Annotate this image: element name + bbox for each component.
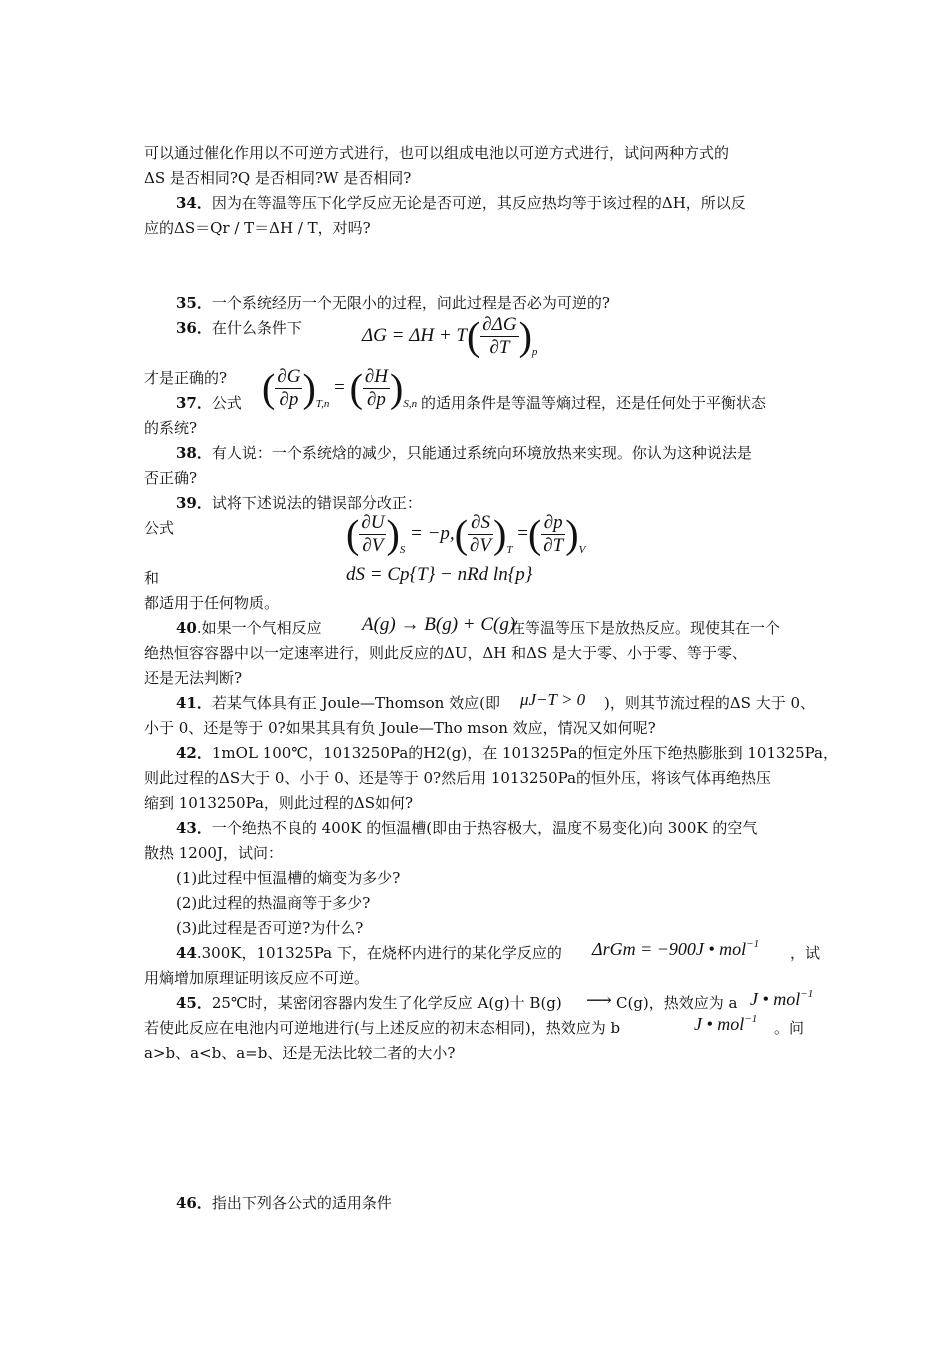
- question-35: 35．一个系统经历一个无限小的过程，问此过程是否必为可逆的?: [176, 294, 610, 312]
- question-number: 35: [176, 294, 197, 312]
- subscript: S: [399, 543, 406, 556]
- superscript: −1: [800, 988, 814, 1000]
- question-text: 公式: [211, 394, 242, 412]
- text-line: 的系统?: [144, 419, 198, 437]
- subscript: V: [578, 543, 586, 556]
- question-text: 1mOL 100℃，1013250Pa的H2(g)，在 101325Pa的恒定外压下绝热膨胀到 101325Pa，: [211, 744, 838, 762]
- text-line: 用熵增加原理证明该反应不可逆。: [144, 969, 370, 987]
- fraction-denominator: ∂V: [470, 535, 492, 556]
- sub-question: (2)此过程的热温商等于多少?: [176, 894, 371, 912]
- question-number: 39: [176, 494, 197, 512]
- text-line: 。问: [774, 1019, 805, 1037]
- text-line: 的适用条件是等温等熵过程，还是任何处于平衡状态: [421, 394, 767, 412]
- superscript: −1: [746, 938, 760, 950]
- fraction-numerator: ∂G: [277, 366, 301, 387]
- question-text: 一个绝热不良的 400K 的恒温槽(即由于热容极大，温度不易变化)向 300K 的空气: [211, 819, 758, 837]
- formula-text: ΔG = ΔH + T: [362, 324, 467, 346]
- fraction-numerator: ∂U: [361, 512, 385, 533]
- question-number: 38: [176, 444, 197, 462]
- question-text: 若某气体具有正 Joule—Thomson 效应(即: [211, 694, 500, 712]
- question-number: 42: [176, 744, 197, 762]
- formula-unit: [694, 1013, 757, 1035]
- sub-question: (1)此过程中恒温槽的熵变为多少?: [176, 869, 401, 887]
- question-text: .如果一个气相反应: [196, 619, 322, 637]
- question-text: 一个系统经历一个无限小的过程，问此过程是否必为可逆的?: [211, 294, 610, 312]
- question-40: [176, 618, 322, 638]
- subscript: T,n: [315, 397, 330, 410]
- formula-gibbs-energy: [592, 938, 759, 960]
- question-number: 45: [176, 994, 197, 1012]
- question-number: 36: [176, 319, 197, 337]
- text-line: 应的ΔS＝Qr / T＝ΔH / T，对吗?: [144, 219, 371, 237]
- text-line: 公式: [144, 519, 175, 537]
- formula-entropy: dS = Cp{T} − nRd ln{p}: [346, 564, 533, 585]
- text-line: a>b、a<b、a=b、还是无法比较二者的大小?: [144, 1044, 456, 1062]
- text-line: ，试: [790, 944, 821, 962]
- text-line: 还是无法判断?: [144, 669, 243, 687]
- equals-sign: =: [334, 376, 345, 398]
- question-44: [176, 943, 562, 963]
- question-number: 41: [176, 694, 197, 712]
- text-line: 可以通过催化作用以不可逆方式进行，也可以组成电池以可逆方式进行，试问两种方式的: [144, 144, 730, 162]
- fraction-denominator: ∂V: [362, 535, 384, 556]
- question-number: 46: [176, 1194, 197, 1212]
- question-36: 36．在什么条件下: [176, 319, 302, 337]
- formula-unit: [750, 988, 813, 1010]
- question-text: 25℃时，某密闭容器内发生了化学反应 A(g)十 B(g): [211, 994, 562, 1012]
- formula-text: = −p,: [410, 522, 455, 544]
- question-43: 43．一个绝热不良的 400K 的恒温槽(即由于热容极大，温度不易变化)向 300K 的空气: [176, 819, 758, 837]
- text-line: 小于 0、还是等于 0?如果其具有负 Joule—Tho mson 效应，情况又如何呢?: [144, 719, 656, 737]
- question-number: 37: [176, 394, 197, 412]
- fraction-numerator: ∂H: [364, 366, 389, 387]
- formula-maxwell: ( $\frac{\partial G}{\partial p}$ )$_{T,n}$ = ( $\frac{\partial H}{\partial p}$ )$_{S,n}$: [262, 365, 418, 411]
- text-line: 都适用于任何物质。: [144, 594, 280, 612]
- formula-text: ΔrGm = −900J • mol: [592, 939, 747, 959]
- question-number: 34: [176, 194, 197, 212]
- fraction-denominator: ∂T: [489, 337, 510, 358]
- question-37: 37．公式: [176, 394, 242, 412]
- question-text: 试将下述说法的错误部分改正：: [211, 494, 422, 512]
- superscript: −1: [744, 1013, 758, 1025]
- question-text: 因为在等温等压下化学反应无论是否可逆，其反应热均等于该过程的ΔH，所以反: [211, 194, 746, 212]
- fraction-numerator: ∂p: [541, 512, 565, 535]
- text-line: )，则其节流过程的ΔS 大于 0、: [604, 694, 816, 712]
- fraction-denominator: ∂T: [543, 535, 564, 556]
- text-line: 和: [144, 569, 160, 587]
- reaction-arrow: ⟶: [586, 990, 612, 1010]
- text-line: 绝热恒容容器中以一定速率进行，则此反应的ΔU，ΔH 和ΔS 是大于零、小于零、等于零、: [144, 644, 748, 662]
- sub-question: (3)此过程是否可逆?为什么?: [176, 919, 364, 937]
- formula-text: J • mol: [750, 989, 801, 1009]
- subscript: p: [531, 345, 538, 358]
- text-line: 散热 1200J，试问：: [144, 844, 283, 862]
- question-34: 34．因为在等温等压下化学反应无论是否可逆，其反应热均等于该过程的ΔH，所以反: [176, 194, 746, 212]
- text-line: 缩到 1013250Pa，则此过程的ΔS如何?: [144, 794, 414, 812]
- text-line: 才是正确的?: [144, 369, 228, 387]
- fraction-numerator: ∂ΔG: [482, 314, 517, 335]
- question-42: 42．1mOL 100℃，1013250Pa的H2(g)，在 101325Pa的恒定外压下绝热膨胀到 101325Pa，: [176, 744, 838, 762]
- equals-sign: =: [517, 522, 528, 544]
- text-line: C(g)，热效应为 a: [616, 994, 738, 1012]
- subscript: S,n: [403, 397, 418, 410]
- text-line: 则此过程的ΔS大于 0、小于 0、还是等于 0?然后用 1013250Pa的恒外压，将该气体再绝热压: [144, 769, 772, 787]
- question-45: 45．25℃时，某密闭容器内发生了化学反应 A(g)十 B(g): [176, 994, 562, 1012]
- question-41: 41．若某气体具有正 Joule—Thomson 效应(即: [176, 694, 500, 712]
- question-46: 46．指出下列各公式的适用条件: [176, 1194, 392, 1212]
- text-line: 否正确?: [144, 469, 198, 487]
- formula-joule-thomson: μJ−T > 0: [520, 690, 586, 709]
- question-number: 40: [176, 619, 197, 637]
- text-line: 在等温等压下是放热反应。现使其在一个: [510, 619, 781, 637]
- formula-text: J • mol: [694, 1014, 745, 1034]
- formula-partials: ( $\frac{\partial U}{\partial V}$ )$_S = -p$,( $\frac{\partial S}{\partial V}$ )$_T$ =( $\frac{\partial p}{\partial T}$ )$_V$: [346, 511, 586, 557]
- question-39: 39．试将下述说法的错误部分改正：: [176, 494, 422, 512]
- fraction-denominator: ∂p: [367, 389, 386, 410]
- fraction-numerator: ∂S: [468, 512, 493, 535]
- text-line: ΔS 是否相同?Q 是否相同?W 是否相同?: [144, 169, 412, 187]
- formula-reaction: A(g) → B(g) + C(g): [362, 614, 516, 635]
- question-text: 在什么条件下: [211, 319, 302, 337]
- subscript: T: [506, 543, 513, 556]
- fraction-denominator: ∂p: [279, 389, 299, 410]
- formula-gibbs-helmholtz: ΔG = ΔH + T( $\frac{\partial\Delta G}{\partial T}$ )$_p$: [362, 313, 538, 359]
- question-number: 43: [176, 819, 197, 837]
- question-number: 44: [176, 944, 197, 962]
- question-text: 有人说：一个系统焓的减少，只能通过系统向环境放热来实现。你认为这种说法是: [211, 444, 752, 462]
- question-text: .300K，101325Pa 下，在烧杯内进行的某化学反应的: [196, 944, 562, 962]
- text-line: 若使此反应在电池内可逆地进行(与上述反应的初末态相同)，热效应为 b: [144, 1019, 621, 1037]
- question-text: 指出下列各公式的适用条件: [211, 1194, 392, 1212]
- question-38: 38．有人说：一个系统焓的减少，只能通过系统向环境放热来实现。你认为这种说法是: [176, 444, 752, 462]
